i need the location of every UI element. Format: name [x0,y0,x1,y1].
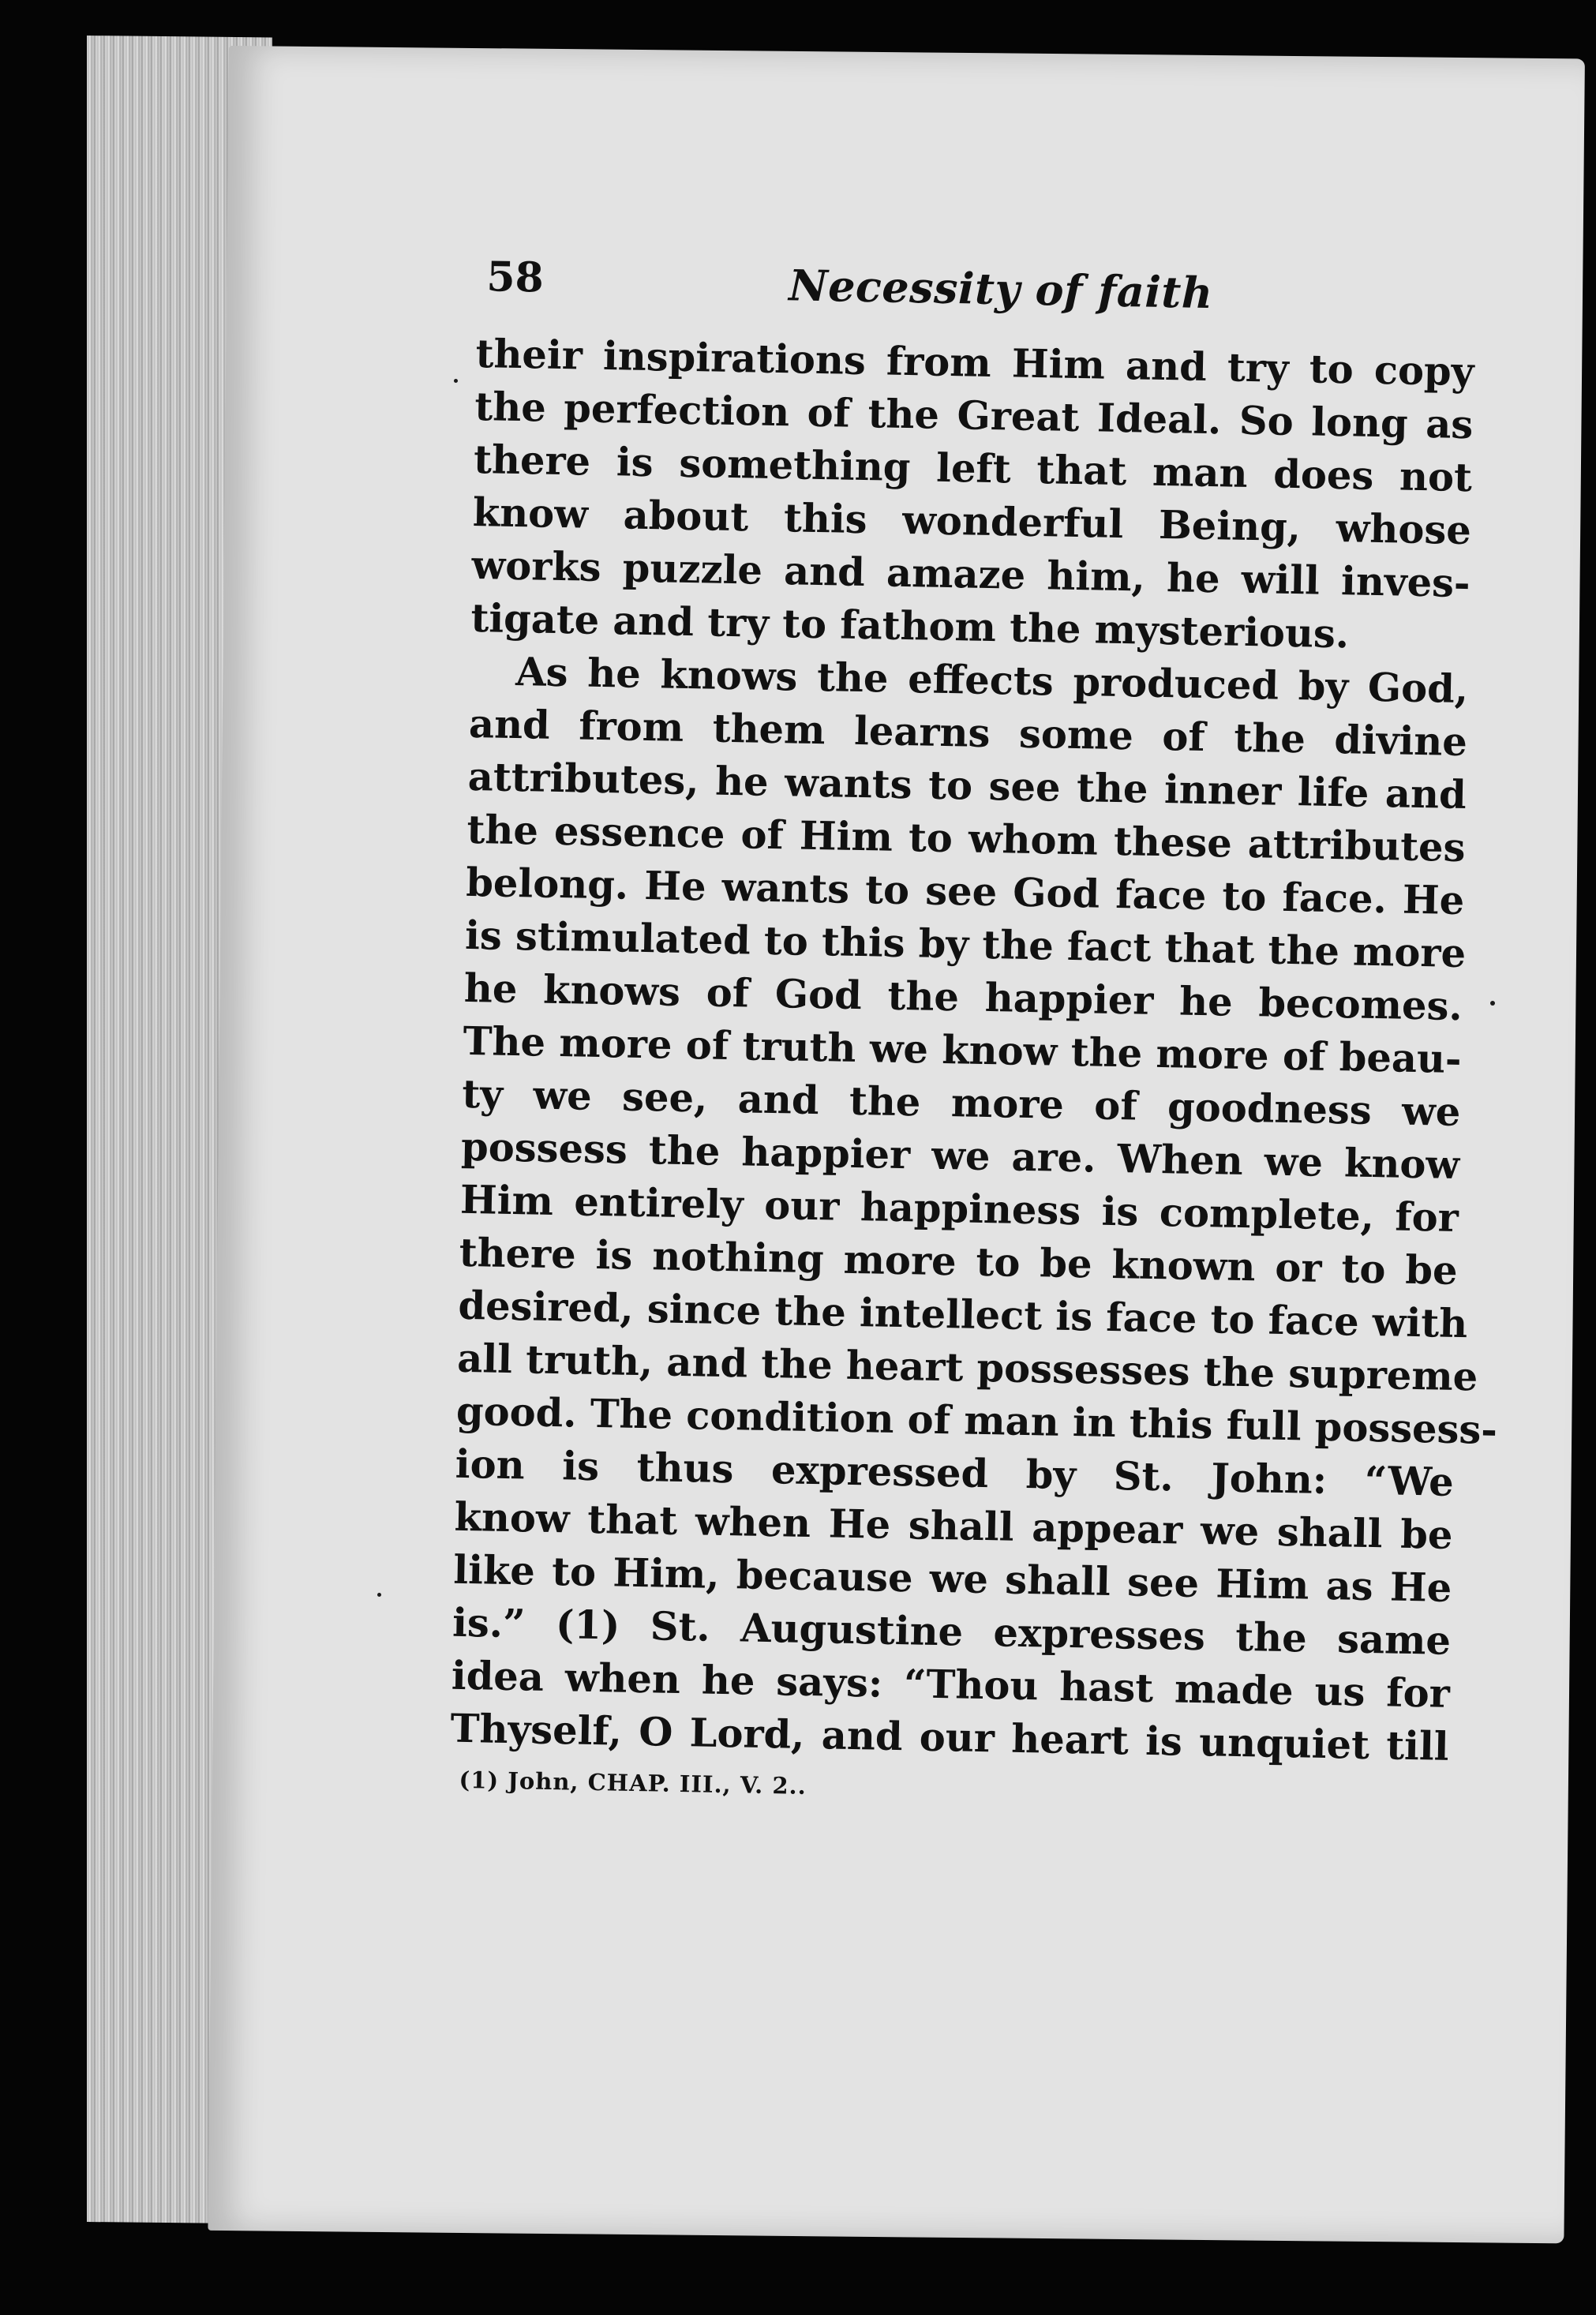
text-line: he knows of God the happier he becomes. [463,965,1463,1030]
footnote: (1) John, CHAP. III., V. 2.. [459,1766,807,1800]
page-text-block [449,253,1498,1811]
text-line: attributes, he wants to see the inner life and [467,753,1467,818]
body-text [450,328,1498,1774]
text-line: Him entirely our happiness is complete, for [459,1176,1459,1241]
scan-speck [1490,1001,1495,1006]
text-line: works puzzle and amaze him, he will inves- [471,541,1471,607]
text-line: and from them learns some of the divine [468,700,1468,766]
text-line: is stimulated to this by the fact that the more [464,912,1467,977]
text-line: there is nothing more to be known or to be [459,1229,1459,1294]
text-line: there is something left that man does not [473,436,1473,501]
text-line: As he knows the effects produced by God, [515,648,1469,713]
scan-speck [454,379,458,383]
text-line: idea when he says: “Thou hast made us for [451,1652,1451,1717]
text-line: the essence of Him to whom these attributes [466,806,1466,871]
text-line: The more of truth we know the more of beau- [463,1017,1463,1083]
text-line: Thyself, O Lord, and our heart is unquiet till [450,1705,1450,1770]
text-line: is.” (1) St. Augustine expresses the same [451,1599,1452,1664]
text-line: good. The condition of man in this full possess- [455,1388,1498,1453]
text-line: the perfection of the Great Ideal. So long as [474,383,1474,448]
text-line: like to Him, because we shall see Him as He [452,1546,1452,1611]
text-line: all truth, and the heart possesses the supreme [456,1335,1478,1400]
text-line: possess the happier we are. When we know [460,1123,1460,1188]
running-title: Necessity of faith [788,260,1214,319]
text-line: know that when He shall appear we shall be [454,1493,1453,1558]
text-line: belong. He wants to see God face to face. He [465,859,1465,924]
text-line: ion is thus expressed by St. John: “We [455,1440,1455,1505]
scan-speck [377,1593,381,1597]
text-line: their inspirations from Him and try to copy [475,330,1474,395]
text-line: ty we see, and the more of goodness we [461,1070,1461,1135]
text-line: tigate and try to fathom the mysterious. [470,594,1350,657]
text-line: desired, since the intellect is face to face with [458,1282,1468,1347]
text-line: know about this wonderful Being, whose [472,489,1472,554]
page-number: 58 [485,253,545,302]
